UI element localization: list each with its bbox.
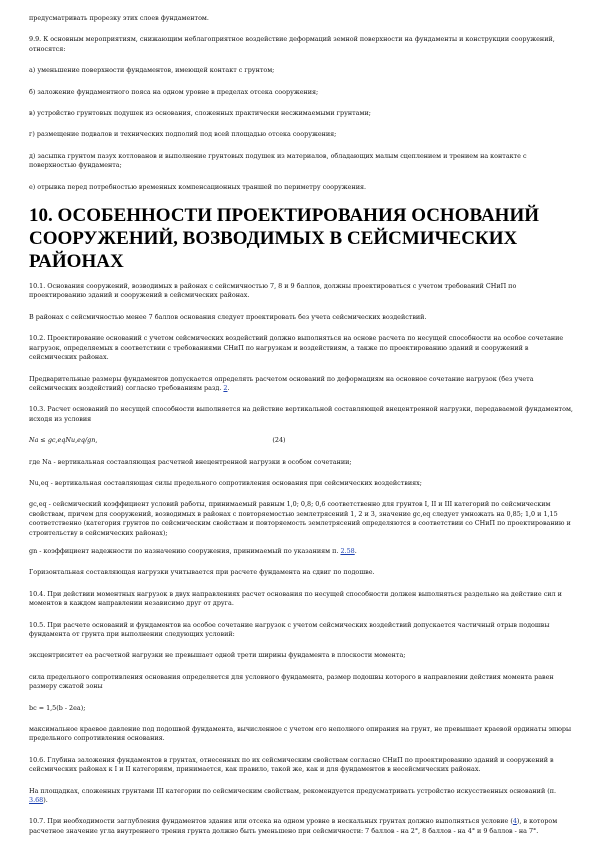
paragraph-continuation: предусматривать прорезку этих слоев фундаментом. [29,14,209,22]
list-item-v: в) устройство грунтовых подушек из основания, сложенных практически несжимаемыми грунтами; [29,109,371,118]
paragraph-horizontal-load: Горизонтальная составляющая нагрузки учитывается при расчете фундамента на сдвиг по подошве. [29,568,375,577]
definition-gceq: gc,eq - сейсмический коэффициент условий работы, принимаемый равным 1,0; 0,8; 0,6 соответственно для грунтов I, II и III категорий по сейсмическим свойствам, причем для сооружений, возводимых в районах с повторяемостью землетрясений 1, 2 и 3, значение gc,eq следует умножать на 0,85; 1,0 и 1,15 соответственно (категория грунтов по сейсмическим свойствам и повторяемость землетрясений определяются в соответствии со СНиП по проектированию и строительству в сейсмических районах); [29,500,571,537]
paragraph-10-7: 10.7. При необходимости заглубления фундаментов здания или отсека на одном уровне в нескальных грунтах должно выполняться условие (4), в котором расчетное значение угла внутреннего трения грунта должно быть уменьшено при сейсмичности: 7 баллов - на 2°, 8 баллов - на 4° и 9 баллов - на 7°. [29,817,558,835]
paragraph-10-4: 10.4. При действии моментных нагрузок в двух направлениях расчет основания по несущей способности должен выполняться раздельно на действие сил и моментов в каждом направлении независимо друг от друга. [29,589,562,608]
section-heading: 10. ОСОБЕННОСТИ ПРОЕКТИРОВАНИЯ ОСНОВАНИЙ СООРУЖЕНИЙ, ВОЗВОДИМЫХ В СЕЙСМИЧЕСКИХ РАЙОНАХ [29,205,540,273]
condition-force: сила предельного сопротивления основания определяется для условного фундамента, размер подошвы которого в направлении действия момента равен размеру сжатой зоны [29,672,554,691]
list-item-d: д) засыпка грунтом пазух котлованов и выполнение грунтовых подушек из материалов, обладающих малым сцеплением и трением на контакте с поверхностью фундамента; [29,151,527,170]
definition-nueq: Nu,eq - вертикальная составляющая силы предельного сопротивления основания при сейсмических воздействиях; [29,478,422,487]
paragraph-10-1: 10.1. Основания сооружений, возводимых в районах с сейсмичностью 7, 8 и 9 баллов, должны проектироваться с учетом требований СНиП по проектированию зданий и сооружений в сейсмических районах. [29,282,517,300]
list-item-g: г) размещение подвалов и технических подполий под всей площадью отсека сооружения; [29,130,337,139]
paragraph-10-3: 10.3. Расчет оснований по несущей способности выполняется на действие вертикальной составляющей внецентренной нагрузки, передаваемой фундаментом, исходя из условия [29,405,573,423]
paragraph-10-2: 10.2. Проектирование оснований с учетом сейсмических воздействий должно выполняться на основе расчета по несущей способности на особое сочетание нагрузок, определяемых в соответствии с требованиями СНиП по нагрузкам и воздействиям, а также по проектированию зданий и сооружений в сейсмических районах. [29,334,564,362]
condition-max-pressure: максимальное краевое давление под подошвой фундамента, вычисленное с учетом его неполного опирания на грунт, не превышает краевой ординаты эпюры предельного сопротивления основания. [29,725,572,743]
paragraph-9-9: 9.9. К основным мероприятиям, снижающим неблагоприятное воздействие деформаций земной поверхности на фундаменты и конструкции сооружений, относятся: [29,35,555,53]
condition-eccentricity: эксцентриситет еа расчетной нагрузки не превышает одной трети ширины фундамента в плоскости момента; [29,651,406,660]
link-2-58[interactable]: 2.58 [340,546,355,555]
list-item-b: б) заложение фундаментного пояса на одном уровне в пределах отсека сооружения; [29,87,319,96]
definition-na: где Na - вертикальная составляющая расчетной внецентренной нагрузки в особом сочетании; [29,457,352,466]
paragraph-10-6b: На площадках, сложенных грунтами III категории по сейсмическим свойствам, рекомендуется предусматривать устройство искусственных оснований (п. 3.68). [29,786,557,805]
link-3-68[interactable]: 3.68 [29,796,44,805]
link-section-2[interactable]: 2 [223,383,228,392]
link-formula-4[interactable]: 4 [512,817,517,826]
paragraph-10-1b: В районах с сейсмичностью менее 7 баллов основания следует проектировать без учета сейсмических воздействий. [29,312,427,321]
paragraph-10-6: 10.6. Глубина заложения фундаментов в грунтах, отнесенных по их сейсмическим свойствам согласно СНиП по проектированию зданий и сооружений в сейсмических районах к I и II категориям, принимается, как правило, такой же, как и для фундаментов в несейсмических районах. [29,755,554,774]
paragraph-10-2b: Предварительные размеры фундаментов допускается определять расчетом оснований по деформациям на основное сочетание нагрузок (без учета сейсмических воздействий) согласно требованиям разд. 2. [29,374,534,392]
paragraph-10-5: 10.5. При расчете оснований и фундаментов на особое сочетание нагрузок с учетом сейсмических воздействий допускается частичный отрыв подошвы фундамента от грунта при выполнении следующих условий: [29,620,550,638]
equation-bc: bc = 1,5(b - 2ea); [29,703,86,712]
list-item-a: а) уменьшение поверхности фундаментов, имеющей контакт с грунтом; [29,66,275,75]
definition-gn: gn - коэффициент надежности по назначению сооружения, принимаемый по указаниям п. 2.58. [29,546,357,555]
list-item-e: е) отрывка перед потребностью временных компенсационных траншей по периметру сооружения. [29,182,367,191]
equation-24: Na ≤ gc,eqNu,eq/gn, (24) [29,436,286,445]
